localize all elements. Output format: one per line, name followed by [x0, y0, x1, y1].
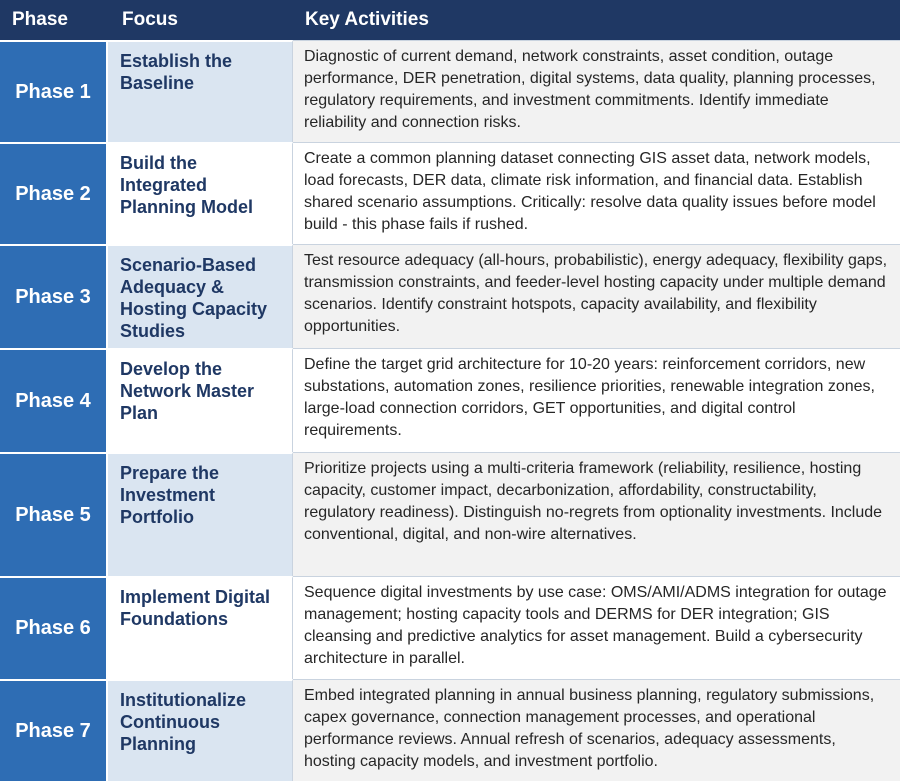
- focus-cell: Establish the Baseline: [108, 40, 293, 142]
- activities-cell: Sequence digital investments by use case: OMS/AMI/ADMS integration for outage management; hosting capacity tools and DERMS for DER integration; GIS cleansing and predictive analytics for asset management. Build a cybersecurity architecture in parallel.: [293, 576, 900, 679]
- phase-label: Phase 7: [0, 679, 108, 781]
- activities-cell: Define the target grid architecture for 10-20 years: reinforcement corridors, new substations, automation zones, resilience priorities, renewable integration zones, large-load connection corridors, GET opportunities, and digital control requirements.: [293, 348, 900, 452]
- phase-label: Phase 6: [0, 576, 108, 679]
- focus-cell: Develop the Network Master Plan: [108, 348, 293, 452]
- activities-cell: Embed integrated planning in annual business planning, regulatory submissions, capex governance, connection management processes, and operational performance reviews. Annual refresh of scenarios, adequacy assessments, hosting capacity models, and investment portfolio.: [293, 679, 900, 781]
- focus-cell: Institutionalize Continuous Planning: [108, 679, 293, 781]
- header-phase: Phase: [0, 0, 108, 40]
- activities-cell: Test resource adequacy (all-hours, probabilistic), energy adequacy, flexibility gaps, transmission constraints, and feeder-level hosting capacity under multiple demand scenarios. Identify constraint hotspots, capacity availability, and flexibility opportunities.: [293, 244, 900, 348]
- focus-cell: Build the Integrated Planning Model: [108, 142, 293, 244]
- focus-cell: Implement Digital Foundations: [108, 576, 293, 679]
- header-focus: Focus: [108, 0, 293, 40]
- phase-label: Phase 3: [0, 244, 108, 348]
- focus-cell: Prepare the Investment Portfolio: [108, 452, 293, 576]
- phase-label: Phase 1: [0, 40, 108, 142]
- activities-cell: Create a common planning dataset connecting GIS asset data, network models, load forecasts, DER data, climate risk information, and financial data. Establish shared scenario assumptions. Critically: resolve data quality issues before model build - this phase fails if rushed.: [293, 142, 900, 244]
- phase-label: Phase 4: [0, 348, 108, 452]
- phase-label: Phase 2: [0, 142, 108, 244]
- phase-label: Phase 5: [0, 452, 108, 576]
- focus-cell: Scenario-Based Adequacy & Hosting Capacity Studies: [108, 244, 293, 348]
- activities-cell: Prioritize projects using a multi-criteria framework (reliability, resilience, hosting capacity, customer impact, decarbonization, affordability, constructability, regulatory readiness). Distinguish no-regrets from optionality investments. Include conventional, digital, and non-wire alternatives.: [293, 452, 900, 576]
- header-key-activities: Key Activities: [293, 0, 900, 40]
- activities-cell: Diagnostic of current demand, network constraints, asset condition, outage performance, DER penetration, digital systems, data quality, planning processes, regulatory requirements, and investment commitments. Identify immediate reliability and connection risks.: [293, 40, 900, 142]
